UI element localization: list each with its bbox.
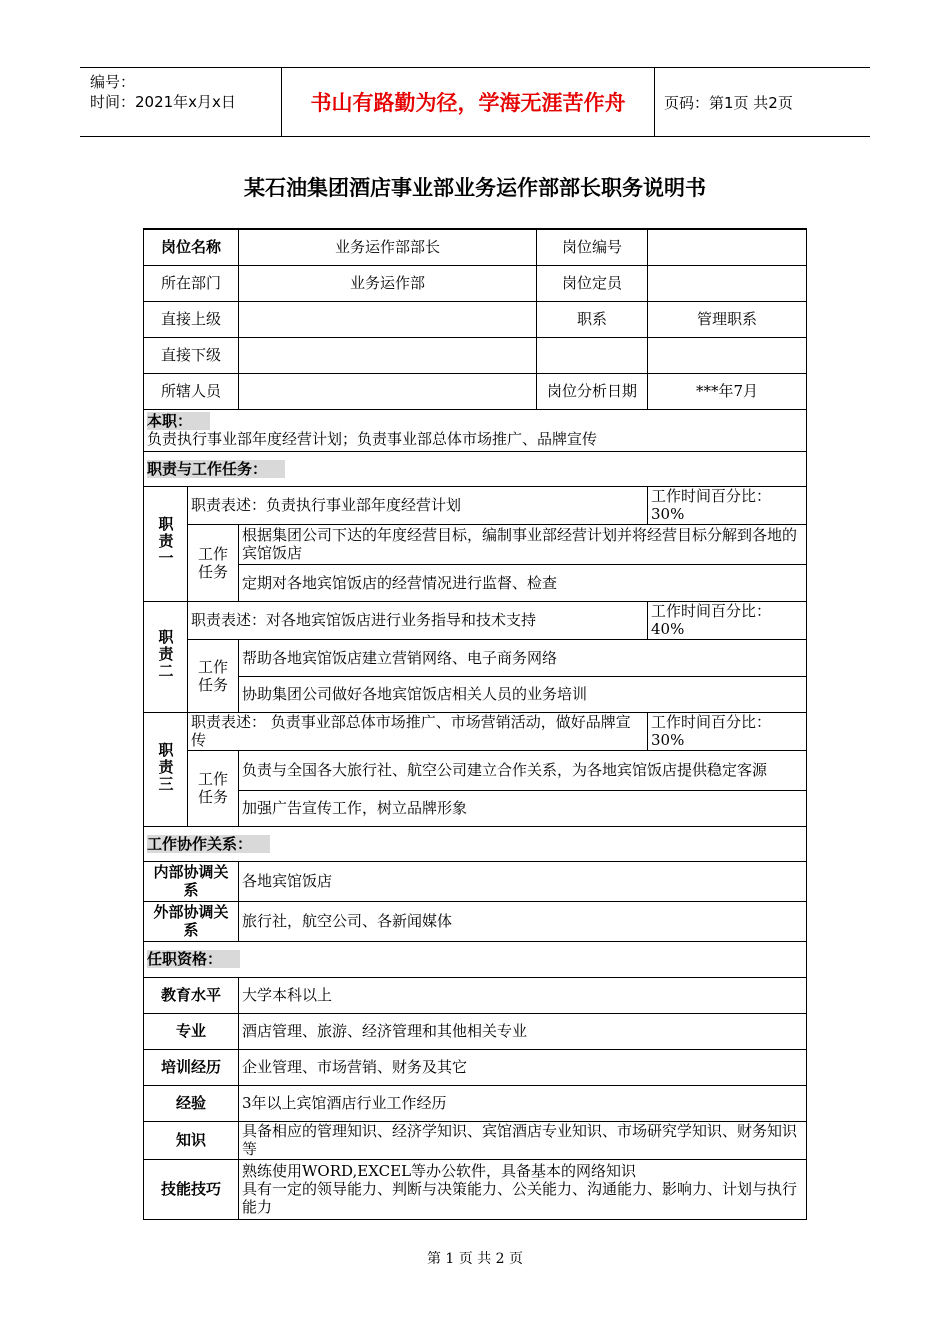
- duty-3-task-2-row: [144, 790, 807, 826]
- experience-value: 3年以上宾馆酒店行业工作经历: [239, 1085, 807, 1121]
- page-footer: 第 1 页 共 2 页: [426, 1251, 524, 1267]
- duty-3-label: 职责三: [144, 712, 188, 826]
- duty-2-task-1-row: [144, 639, 807, 676]
- education-label: 教育水平: [144, 977, 239, 1013]
- skills-line-2: 具有一定的领导能力、判断与决策能力、公关能力、沟通能力、影响力、计划与执行能力: [242, 1180, 798, 1216]
- number-label: 编号：: [90, 73, 136, 91]
- duty-1-task-1: 根据集团公司下达的年度经营目标，编制事业部经营计划并将经营目标分解到各地的宾馆饭店: [239, 524, 807, 564]
- analysis-date-label: 岗位分析日期: [537, 373, 648, 409]
- headcount-value: [648, 265, 807, 301]
- staff-label: 所辖人员: [144, 373, 239, 409]
- row-training: [144, 1049, 807, 1085]
- training-value: 企业管理、市场营销、财务及其它: [239, 1049, 807, 1085]
- duty-3-time: 工作时间百分比： 30%: [648, 712, 807, 750]
- duties-section-label: 职责与工作任务：: [144, 451, 807, 486]
- major-label: 专业: [144, 1013, 239, 1049]
- row-staff: [144, 373, 807, 409]
- major-value: 酒店管理、旅游、经济管理和其他相关专业: [239, 1013, 807, 1049]
- education-value: 大学本科以上: [239, 977, 807, 1013]
- header-left: [80, 68, 282, 136]
- duty-1-task-2: 定期对各地宾馆饭店的经营情况进行监督、检查: [239, 564, 807, 601]
- external-label: 外部协调关系: [144, 901, 239, 941]
- dept-label: 所在部门: [144, 265, 239, 301]
- series-label: 职系: [537, 301, 648, 337]
- superior-value: [239, 301, 537, 337]
- row-qualification-header: [144, 941, 807, 977]
- skills-label: 技能技巧: [144, 1159, 239, 1219]
- knowledge-label: 知识: [144, 1121, 239, 1159]
- duty-1-label: 职责一: [144, 486, 188, 601]
- superior-label: 直接上级: [144, 301, 239, 337]
- main-duty-text: 负责执行事业部年度经营计划；负责事业部总体市场推广、品牌宣传: [147, 429, 598, 448]
- row-cooperation-header: [144, 826, 807, 861]
- duty-3-desc-row: [144, 712, 807, 750]
- row-dept: [144, 265, 807, 301]
- post-name-value: 业务运作部部长: [239, 229, 537, 265]
- duty-3-task-1-row: [144, 750, 807, 790]
- post-no-value: [648, 229, 807, 265]
- staff-value: [239, 373, 537, 409]
- page-header: [80, 67, 870, 137]
- subordinate-extra-1: [537, 337, 648, 373]
- qualification-section-label: 任职资格：: [144, 941, 807, 977]
- series-value: 管理职系: [648, 301, 807, 337]
- post-no-label: 岗位编号: [537, 229, 648, 265]
- cooperation-section-label: 工作协作关系：: [144, 826, 807, 861]
- row-internal: [144, 861, 807, 901]
- time-label: 时间：2021年x月x日: [90, 93, 236, 111]
- row-post-name: [144, 229, 807, 265]
- duty-2-label: 职责二: [144, 601, 188, 712]
- header-motto: 书山有路勤为径，学海无涯苦作舟: [282, 68, 655, 136]
- row-external: [144, 901, 807, 941]
- external-value: 旅行社，航空公司、各新闻媒体: [239, 901, 807, 941]
- duty-1-desc: 职责表述：负责执行事业部年度经营计划: [188, 486, 648, 524]
- subordinate-value: [239, 337, 537, 373]
- document-title: 某石油集团酒店事业部业务运作部部长职务说明书: [244, 176, 706, 200]
- row-knowledge: [144, 1121, 807, 1159]
- headcount-label: 岗位定员: [537, 265, 648, 301]
- duty-1-desc-row: [144, 486, 807, 524]
- row-main-duty: [144, 409, 807, 451]
- job-description-table: [143, 228, 807, 1220]
- knowledge-value: 具备相应的管理知识、经济学知识、宾馆酒店专业知识、市场研究学知识、财务知识等: [239, 1121, 807, 1159]
- duty-2-task-1: 帮助各地宾馆饭店建立营销网络、电子商务网络: [239, 639, 807, 676]
- duty-2-time: 工作时间百分比： 40%: [648, 601, 807, 639]
- dept-value: 业务运作部: [239, 265, 537, 301]
- experience-label: 经验: [144, 1085, 239, 1121]
- row-skills: [144, 1159, 807, 1219]
- subordinate-extra-2: [648, 337, 807, 373]
- row-major: [144, 1013, 807, 1049]
- duty-1-task-label: 工作任务: [188, 524, 239, 601]
- duty-3-task-2: 加强广告宣传工作，树立品牌形象: [239, 790, 807, 826]
- duty-3-task-label: 工作任务: [188, 750, 239, 826]
- duty-1-time: 工作时间百分比： 30%: [648, 486, 807, 524]
- duty-1-task-2-row: [144, 564, 807, 601]
- analysis-date-value: ***年7月: [648, 373, 807, 409]
- skills-line-1: 熟练使用WORD,EXCEL等办公软件，具备基本的网络知识: [242, 1162, 637, 1180]
- training-label: 培训经历: [144, 1049, 239, 1085]
- row-experience: [144, 1085, 807, 1121]
- header-page-info: 页码：第1页 共2页: [664, 93, 793, 112]
- duty-2-task-2-row: [144, 676, 807, 712]
- skills-value: [239, 1159, 807, 1219]
- row-superior: [144, 301, 807, 337]
- internal-value: 各地宾馆饭店: [239, 861, 807, 901]
- subordinate-label: 直接下级: [144, 337, 239, 373]
- internal-label: 内部协调关系: [144, 861, 239, 901]
- duty-2-desc-row: [144, 601, 807, 639]
- duty-3-desc: 职责表述： 负责事业部总体市场推广、市场营销活动，做好品牌宣传: [188, 712, 648, 750]
- row-subordinate: [144, 337, 807, 373]
- duty-2-task-label: 工作任务: [188, 639, 239, 712]
- main-duty-label: 本职：: [147, 412, 803, 430]
- duty-3-task-1: 负责与全国各大旅行社、航空公司建立合作关系，为各地宾馆饭店提供稳定客源: [239, 750, 807, 790]
- post-name-label: 岗位名称: [144, 229, 239, 265]
- row-duties-header: [144, 451, 807, 486]
- row-education: [144, 977, 807, 1013]
- duty-2-task-2: 协助集团公司做好各地宾馆饭店相关人员的业务培训: [239, 676, 807, 712]
- duty-2-desc: 职责表述：对各地宾馆饭店进行业务指导和技术支持: [188, 601, 648, 639]
- duty-1-task-1-row: [144, 524, 807, 564]
